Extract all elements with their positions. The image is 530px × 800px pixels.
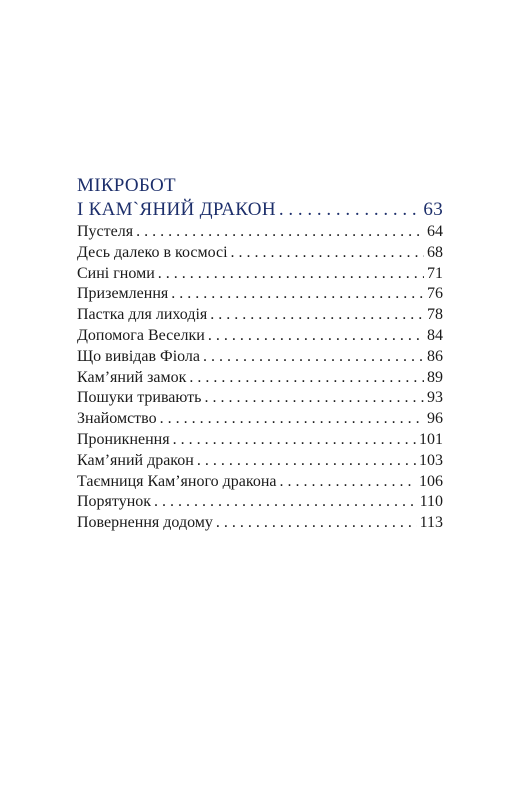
dot-leader [171, 284, 424, 305]
toc-entry [77, 305, 443, 326]
dot-leader [136, 222, 424, 243]
toc-entry-page: 76 [427, 285, 443, 303]
toc-entry-title: Знайомство [77, 410, 157, 428]
toc-entry-title: Десь далеко в космосі [77, 243, 228, 261]
toc-entry [77, 492, 443, 513]
toc-entry-title: Повернення додому [77, 514, 213, 532]
toc-entry-page: 68 [427, 243, 443, 261]
toc-entry-page: 86 [427, 347, 443, 365]
section-page-number: 63 [423, 199, 443, 220]
toc-entry-title: Кам’яний замок [77, 368, 187, 386]
dot-leader [189, 368, 424, 389]
section-title-line1: МІКРОБОТ [77, 175, 176, 196]
toc-entry-page: 89 [427, 368, 443, 386]
toc-entry [77, 388, 443, 409]
toc-entry [77, 222, 443, 243]
toc-entry [77, 264, 443, 285]
dot-leader [204, 388, 424, 409]
dot-leader [173, 430, 416, 451]
toc-entry-title: Таємниця Кам’яного дракона [77, 472, 277, 490]
toc-entry [77, 430, 443, 451]
dot-leader [216, 513, 417, 534]
toc-entry-page: 103 [419, 451, 443, 469]
toc-entry-page: 84 [427, 326, 443, 344]
section-title-line2: І КАМ`ЯНИЙ ДРАКОН [77, 199, 276, 220]
dot-leader [279, 198, 421, 222]
table-of-contents [77, 174, 443, 534]
toc-entry [77, 243, 443, 264]
toc-entry-title: Проникнення [77, 430, 170, 448]
dot-leader [197, 451, 416, 472]
toc-entry [77, 368, 443, 389]
dot-leader [160, 409, 424, 430]
dot-leader [154, 492, 417, 513]
toc-entry [77, 472, 443, 493]
toc-entry-page: 64 [427, 223, 443, 240]
toc-entry-title: Сині гноми [77, 264, 155, 282]
toc-entry-page: 78 [427, 306, 443, 324]
toc-entry-title: Пустеля [77, 223, 134, 240]
toc-entry-page: 101 [419, 430, 443, 448]
toc-entry-title: Допомога Веселки [77, 326, 205, 344]
toc-entry-page: 93 [427, 389, 443, 407]
toc-entry-title: Що вивідав Фіола [77, 347, 201, 365]
toc-entry-page: 71 [427, 264, 443, 282]
toc-entry-page: 110 [419, 493, 443, 511]
toc-entry [77, 409, 443, 430]
toc-entry-page: 106 [419, 472, 443, 490]
toc-entry-title: Пастка для лиходія [77, 306, 208, 324]
dot-leader [158, 264, 424, 285]
dot-leader [231, 243, 424, 264]
toc-entry-title: Пошуки тривають [77, 389, 202, 407]
toc-entry [77, 451, 443, 472]
dot-leader [279, 472, 416, 493]
toc-entry-title: Порятунок [77, 493, 152, 511]
section-title-row [77, 198, 443, 222]
toc-entry-title: Приземлення [77, 285, 169, 303]
toc-entry [77, 284, 443, 305]
dot-leader [203, 347, 424, 368]
dot-leader [208, 326, 424, 347]
toc-entry-title: Кам’яний дракон [77, 451, 194, 469]
toc-entry-page: 113 [419, 514, 443, 532]
toc-entry [77, 347, 443, 368]
toc-entry [77, 326, 443, 347]
toc-entry [77, 513, 443, 534]
dot-leader [210, 305, 424, 326]
toc-entry-page: 96 [427, 410, 443, 428]
